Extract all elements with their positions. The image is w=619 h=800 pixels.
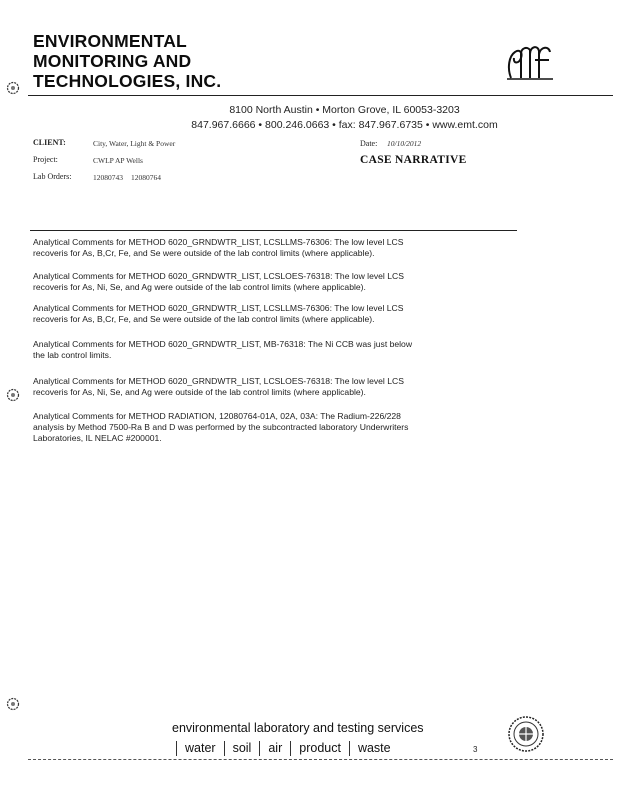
lab-order-number: 12080764 xyxy=(131,173,161,182)
comment-line: Analytical Comments for METHOD 6020_GRNDWTR_LIST, MB-76318: The Ni CCB was just below xyxy=(33,339,413,349)
footer-rule xyxy=(28,759,613,760)
page-number: 3 xyxy=(473,745,478,754)
comment-line: Analytical Comments for METHOD 6020_GRNDWTR_LIST, LCSLLMS-76306: The low level LCS xyxy=(33,237,404,247)
punch-hole-icon xyxy=(6,697,20,711)
client-label: CLIENT: xyxy=(33,138,66,147)
comment-line: Analytical Comments for METHOD 6020_GRNDWTR_LIST, LCSLLMS-76306: The low level LCS xyxy=(33,303,404,313)
comment-line: Analytical Comments for METHOD 6020_GRNDWTR_LIST, LCSLOES-76318: The low level LCS xyxy=(33,271,404,281)
service-item: air xyxy=(268,741,283,755)
company-name-line: TECHNOLOGIES, INC. xyxy=(33,71,222,91)
date-value: 10/10/2012 xyxy=(387,139,422,148)
project-value: CWLP AP Wells xyxy=(93,156,143,165)
company-name xyxy=(33,31,221,91)
section-rule xyxy=(30,230,517,231)
services-list xyxy=(176,739,399,757)
analytical-comment xyxy=(33,237,523,259)
lab-order-number: 12080743 xyxy=(93,173,123,182)
analytical-comment xyxy=(33,376,523,398)
service-item: water xyxy=(185,741,216,755)
project-label: Project: xyxy=(33,155,58,164)
emt-logo-icon xyxy=(505,42,555,82)
comment-line: recoveris for As, Ni, Se, and Ag were outside of the lab control limits (where applicable). xyxy=(33,387,366,398)
comment-line: recoveris for As, Ni, Se, and Ag were outside of the lab control limits (where applicable). xyxy=(33,282,366,293)
comment-line: the lab control limits. xyxy=(33,350,112,361)
footer-tagline: environmental laboratory and testing services xyxy=(172,721,424,735)
service-item: soil xyxy=(232,741,252,755)
lab-orders-label: Lab Orders: xyxy=(33,172,72,181)
comment-line: Analytical Comments for METHOD 6020_GRNDWTR_LIST, LCSLOES-76318: The low level LCS xyxy=(33,376,404,386)
company-name-line: MONITORING AND xyxy=(33,51,192,71)
analytical-comment xyxy=(33,411,523,445)
comment-line: recoveris for As, B,Cr, Fe, and Se were outside of the lab control limits (where applicable). xyxy=(33,314,375,325)
comment-line: recoveris for As, B,Cr, Fe, and Se were outside of the lab control limits (where applicable). xyxy=(33,248,375,259)
analytical-comment xyxy=(33,303,523,325)
header-rule xyxy=(28,95,613,96)
address-contact: 847.967.6666 • 800.246.0663 • fax: 847.967.6735 • www.emt.com xyxy=(191,119,498,131)
client-value: City, Water, Light & Power xyxy=(93,139,176,148)
date-label: Date: xyxy=(360,139,378,148)
analytical-comment xyxy=(33,339,523,361)
analytical-comment xyxy=(33,271,523,293)
accreditation-seal-icon xyxy=(507,715,545,753)
address-street: 8100 North Austin • Morton Grove, IL 60053-3203 xyxy=(229,104,460,116)
service-item: waste xyxy=(357,741,391,755)
punch-hole-icon xyxy=(6,388,20,402)
comment-line: Analytical Comments for METHOD RADIATION, 12080764-01A, 02A, 03A: The Radium-226/228 xyxy=(33,411,401,421)
comment-line: Laboratories, IL NELAC #200001. xyxy=(33,433,162,444)
comment-line: analysis by Method 7500-Ra B and D was performed by the subcontracted laboratory Underwriters xyxy=(33,422,409,433)
company-name-line: ENVIRONMENTAL xyxy=(33,31,187,51)
document-title: CASE NARRATIVE xyxy=(360,154,467,166)
service-item: product xyxy=(299,741,341,755)
punch-hole-icon xyxy=(6,81,20,95)
